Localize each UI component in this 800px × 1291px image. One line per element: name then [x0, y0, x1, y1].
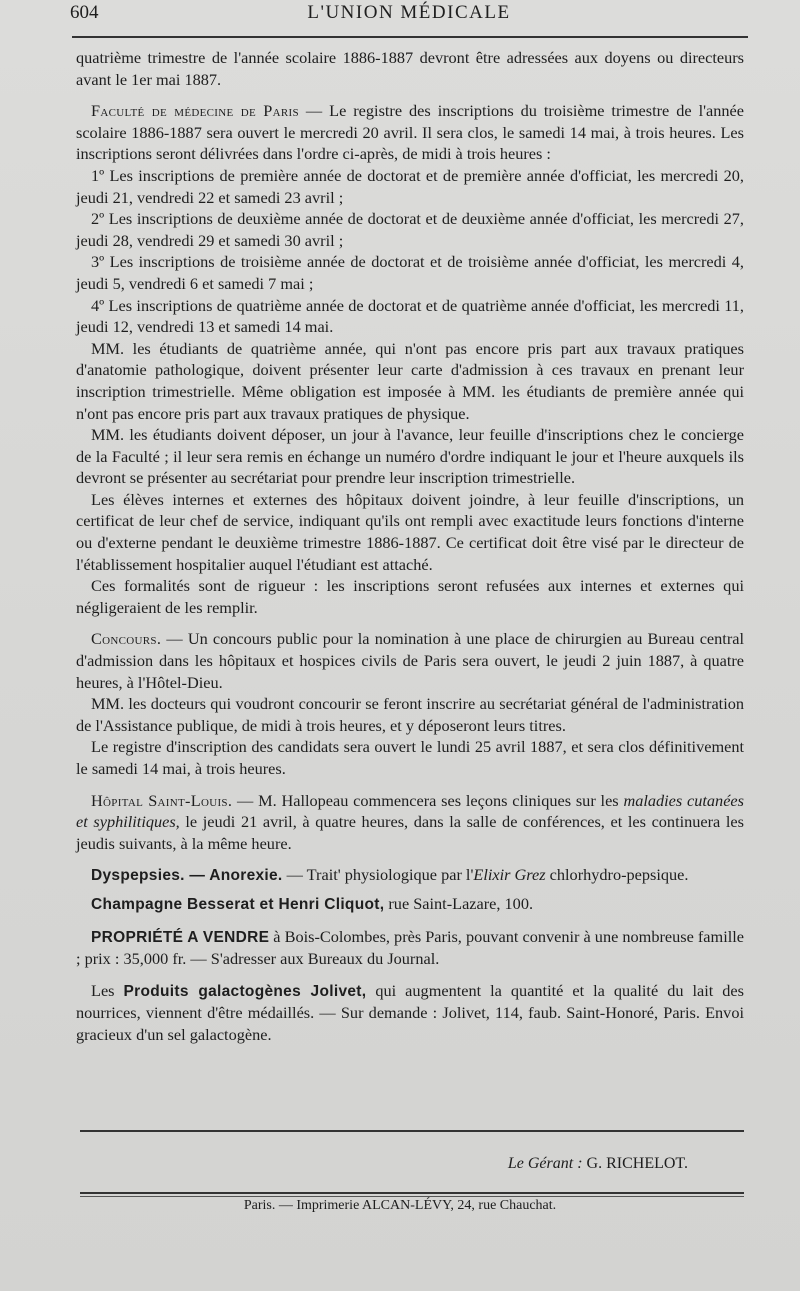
ad-champagne: Champagne Besserat et Henri Cliquot, rue Saint-Lazare, 100.	[91, 893, 534, 913]
imprint-rule-thin	[80, 1196, 744, 1197]
paragraph-deadline: quatrième trimestre de l'année scolaire 1886-1887 devront être adressées aux doyens ou directeurs avant le 1er mai 1887.	[76, 48, 744, 89]
paragraph-concours: Concours. — Un concours public pour la nomination à une place de chirurgien au Bureau central d'admission dans les hôpitaux et hospices civils de Paris sera ouvert, le jeudi 2 juin 1887, à quatre heures, à l'Hôtel-Dieu.	[76, 629, 744, 692]
paragraph-formalites: Ces formalités sont de rigueur : les inscriptions seront refusées aux internes et externes qui négligeraient de les remplir.	[76, 576, 744, 617]
gerant-signature: Le Gérant : G. RICHELOT.	[507, 1155, 688, 1172]
ad-dyspepsies: Dyspepsies. — Anorexie. — Trait' physiologique par l'Elixir Grez chlorhydro-pepsique.	[91, 865, 689, 885]
paragraph-first-year: 1º Les inscriptions de première année de doctorat et de première année d'officiat, les mercredi 20, jeudi 21, vendredi 22 et samedi 23 avril ;	[76, 165, 744, 207]
paragraph-eleves-internes: Les élèves internes et externes des hôpitaux doivent joindre, à leur feuille d'inscriptions, un certificat de leur chef de service, indiquant qu'ils ont rempli avec exactitude leurs fonctions d'interne ou d'externe pendant le deuxième trimestre 1886-1887. Ce certificat doit être visé par le directeur de l'établissement hospitalier auquel l'étudiant est attaché.	[76, 489, 744, 574]
paragraph-travaux-pratiques: MM. les étudiants de quatrième année, qui n'ont pas encore pris part aux travaux pratiques d'anatomie pathologique, doivent présenter leur carte d'admission à ces travaux en prenant leur inscription trimestrielle. Même obligation est imposée à MM. les étudiants de première année qui n'ont pas encore pris part aux travaux pratiques de physique.	[76, 338, 744, 423]
paragraph-second-year: 2º Les inscriptions de deuxième année de doctorat et de deuxième année d'officiat, les mercredi 27, jeudi 28, vendredi 29 et samedi 30 avril ;	[76, 209, 744, 250]
ad-propriete: PROPRIÉTÉ A VENDRE à Bois-Colombes, près Paris, pouvant convenir à une nombreuse famille ; prix : 35,000 fr. — S'adresser aux Bureaux du Journal.	[76, 926, 744, 969]
ad-galactogenes: Les Produits galactogènes Jolivet, qui augmentent la quantité et la qualité du lait des nourrices, viennent d'être médaillés. — Sur demande : Jolivet, 114, faub. Saint-Honoré, Paris. Envoi gracieux d'un sel galactogène.	[76, 980, 744, 1044]
imprint-rule	[80, 1192, 744, 1194]
paragraph-feuille-inscriptions: MM. les étudiants doivent déposer, un jour à l'avance, leur feuille d'inscriptions chez le concierge de la Faculté ; il leur sera remis en échange un numéro d'ordre indiquant le jour et l'heure auxquels ils devront se présenter au secrétariat pour prendre leur inscription trimestrielle.	[76, 425, 744, 488]
header-rule	[72, 36, 748, 38]
article-body	[76, 47, 744, 1046]
section-label: Faculté de médecine de Paris	[91, 101, 299, 121]
page-number: 604	[70, 2, 99, 23]
paragraph-third-year: 3º Les inscriptions de troisième année de doctorat et de troisième année d'officiat, les mercredi 4, jeudi 5, vendredi 6 et samedi 7 mai ;	[76, 252, 744, 293]
imprint-line: Paris. — Imprimerie ALCAN-LÉVY, 24, rue Chauchat.	[243, 1198, 557, 1213]
paragraph-hopital-saint-louis: Hôpital Saint-Louis. — M. Hallopeau commencera ses leçons cliniques sur les maladies cutanées et syphilitiques, le jeudi 21 avril, à quatre heures, dans la salle de conférences, et les continuera les jeudis suivants, à la même heure.	[76, 790, 744, 853]
running-title: L'UNION MÉDICALE	[307, 2, 511, 23]
running-header	[70, 2, 748, 30]
paragraph-docteurs: MM. les docteurs qui voudront concourir se feront inscrire au secrétariat général de l'administration de l'Assistance publique, de midi à trois heures, et y déposeront leurs titres.	[76, 694, 744, 735]
paragraph-registre: Le registre d'inscription des candidats sera ouvert le lundi 25 avril 1887, et sera clos définitivement le samedi 14 mai, à trois heures.	[76, 737, 744, 778]
paragraph-faculte: Faculté de médecine de Paris — Le registre des inscriptions du troisième trimestre de l'année scolaire 1886-1887 sera ouvert le mercredi 20 avril. Il sera clos, le samedi 14 mai, à trois heures. Les inscriptions seront délivrées dans l'ordre ci-après, de midi à trois heures :	[76, 101, 744, 164]
paragraph-fourth-year: 4º Les inscriptions de quatrième année de doctorat et de quatrième année d'officiat, les mercredi 11, jeudi 12, vendredi 13 et samedi 14 mai.	[76, 295, 744, 337]
section-label: Concours.	[91, 629, 162, 649]
section-label: Hôpital Saint-Louis.	[91, 790, 233, 810]
footer-rule	[80, 1130, 744, 1132]
